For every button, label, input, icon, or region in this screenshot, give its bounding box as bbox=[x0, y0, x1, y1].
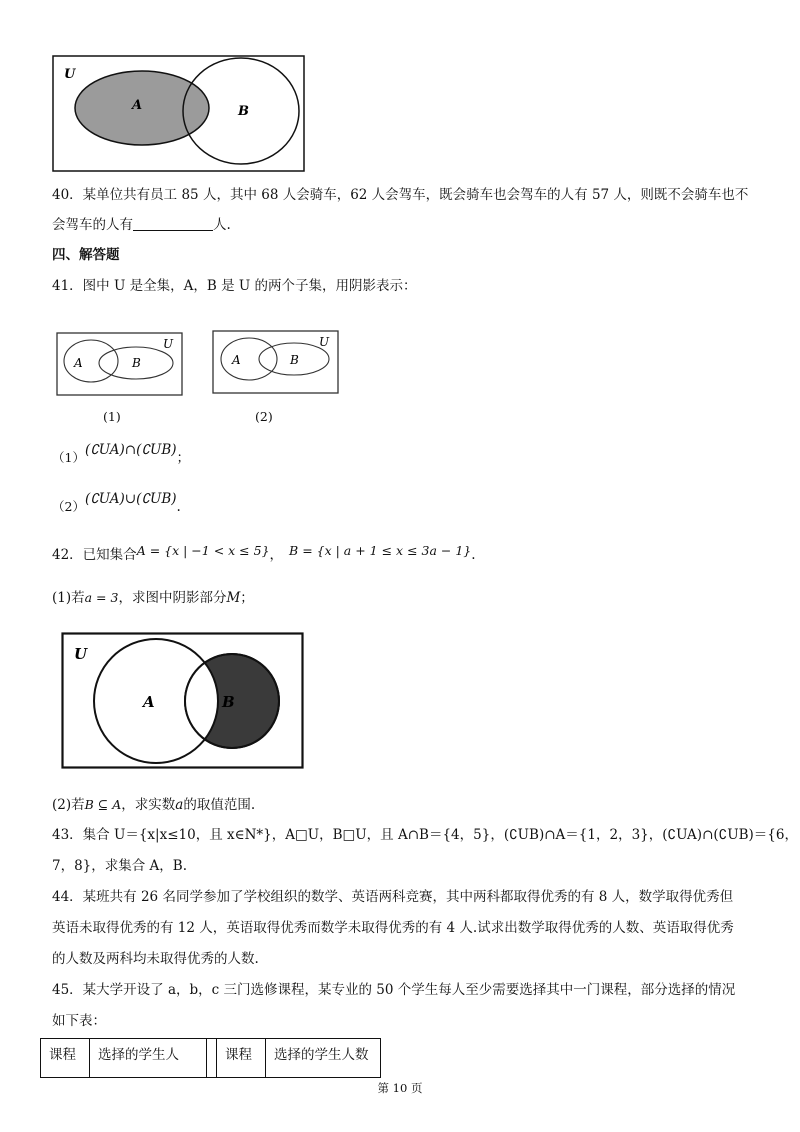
q41-fig1-label-a: A bbox=[74, 356, 83, 370]
table-cell-course-2: 课程 bbox=[217, 1039, 266, 1078]
q42-stem bbox=[52, 545, 476, 565]
q41-stem: 41．图中 U 是全集，A，B 是 U 的两个子集，用阴影表示： bbox=[52, 278, 417, 294]
q41-part2-end: . bbox=[176, 499, 181, 515]
q41-part2-label: （2） bbox=[52, 499, 85, 514]
q42-set-b: B = {x | a + 1 ≤ x ≤ 3a − 1} bbox=[289, 543, 472, 558]
q42-p2-mid: ，求实数 bbox=[121, 797, 176, 813]
q42-end: . bbox=[471, 547, 476, 563]
q42-p1-expr: a = 3 bbox=[84, 590, 119, 605]
q40-answer-blank[interactable] bbox=[133, 216, 213, 231]
q42-part1 bbox=[52, 588, 254, 608]
q42-label-u: U bbox=[74, 645, 88, 663]
label-u: U bbox=[64, 67, 76, 82]
q43-line2: 7，8}，求集合 A，B. bbox=[52, 858, 188, 874]
q42-set-a: A = {x | −1 < x ≤ 5} bbox=[136, 543, 270, 558]
venn-figure-top bbox=[52, 55, 306, 173]
q44-line1: 44．某班共有 26 名同学参加了学校组织的数学、英语两科竞赛，其中两科都取得优秀的有 8 人，数学取得优秀但 bbox=[52, 889, 734, 905]
q41-part1-label: （1） bbox=[52, 450, 85, 465]
q41-part1 bbox=[52, 442, 191, 468]
q42-p2-expr: B ⊆ A bbox=[84, 797, 122, 812]
q40-line2-end: 人. bbox=[213, 217, 231, 233]
table-cell-course-1: 课程 bbox=[41, 1039, 90, 1078]
q42-p1-mid: ，求图中阴影部分 bbox=[118, 590, 227, 606]
table-cell-count-2: 选择的学生人数 bbox=[266, 1039, 381, 1078]
q41-fig1-caption: (1) bbox=[103, 409, 121, 424]
q42-label-a: A bbox=[143, 693, 155, 711]
q42-p1-end: ； bbox=[240, 590, 254, 606]
q42-sep: ， bbox=[269, 547, 284, 563]
q41-part1-expr: (∁UA)∩(∁UB) bbox=[84, 442, 177, 458]
label-b: B bbox=[238, 104, 249, 119]
label-a: A bbox=[132, 98, 143, 113]
q41-fig2-label-a: A bbox=[232, 353, 241, 367]
q41-figure-1 bbox=[56, 325, 184, 397]
q44-line2: 英语未取得优秀的有 12 人，英语取得优秀而数学未取得优秀的有 4 人.试求出数学取得优秀的人数、英语取得优秀 bbox=[52, 920, 734, 936]
table-row bbox=[41, 1039, 381, 1078]
q43-line1: 43．集合 U＝{x|x≤10，且 x∈N*}，A□U，B□U，且 A∩B＝{4，5}，(∁UB)∩A＝{1，2，3}，(∁UA)∩(∁UB)＝{6， bbox=[52, 827, 798, 843]
q42-p1-m: M bbox=[226, 590, 241, 606]
table-cell-gap bbox=[207, 1039, 217, 1078]
q42-p2-start: (2)若 bbox=[52, 797, 85, 813]
q42-stem-start: 42．已知集合 bbox=[52, 547, 137, 563]
q40-line2 bbox=[52, 215, 231, 235]
q42-venn-figure bbox=[61, 632, 305, 770]
q45-line2: 如下表： bbox=[52, 1013, 106, 1029]
page-number: 第 10 页 bbox=[377, 1081, 423, 1095]
q42-part2 bbox=[52, 795, 255, 815]
q45-line1: 45．某大学开设了 a，b，c 三门选修课程，某专业的 50 个学生每人至少需要选择其中一门课程，部分选择的情况 bbox=[52, 982, 736, 998]
q42-p2-end: 的取值范围. bbox=[183, 797, 256, 813]
q41-fig2-label-b: B bbox=[290, 353, 299, 367]
q45-table bbox=[40, 1038, 381, 1078]
q41-part2-expr: (∁UA)∪(∁UB) bbox=[84, 491, 177, 507]
q41-fig1-label-u: U bbox=[163, 337, 174, 351]
q41-part2 bbox=[52, 491, 181, 517]
q41-part1-end: ； bbox=[176, 450, 191, 466]
q41-figure-2 bbox=[212, 325, 340, 397]
q44-line3: 的人数及两科均未取得优秀的人数. bbox=[52, 951, 259, 967]
q42-p1-start: (1)若 bbox=[52, 590, 85, 606]
q42-p2-var: a bbox=[175, 797, 184, 813]
q42-label-b: B bbox=[222, 693, 235, 711]
q41-fig1-label-b: B bbox=[132, 356, 141, 370]
q40-line2-start: 会驾车的人有 bbox=[52, 217, 133, 233]
table-cell-count-1: 选择的学生人 bbox=[90, 1039, 207, 1078]
section-heading: 四、解答题 bbox=[52, 247, 120, 263]
q41-fig2-label-u: U bbox=[319, 335, 330, 349]
q40-line1: 40．某单位共有员工 85 人，其中 68 人会骑车，62 人会驾车，既会骑车也会驾车的人有 57 人，则既不会骑车也不 bbox=[52, 187, 749, 203]
q41-fig2-caption: (2) bbox=[255, 409, 273, 424]
